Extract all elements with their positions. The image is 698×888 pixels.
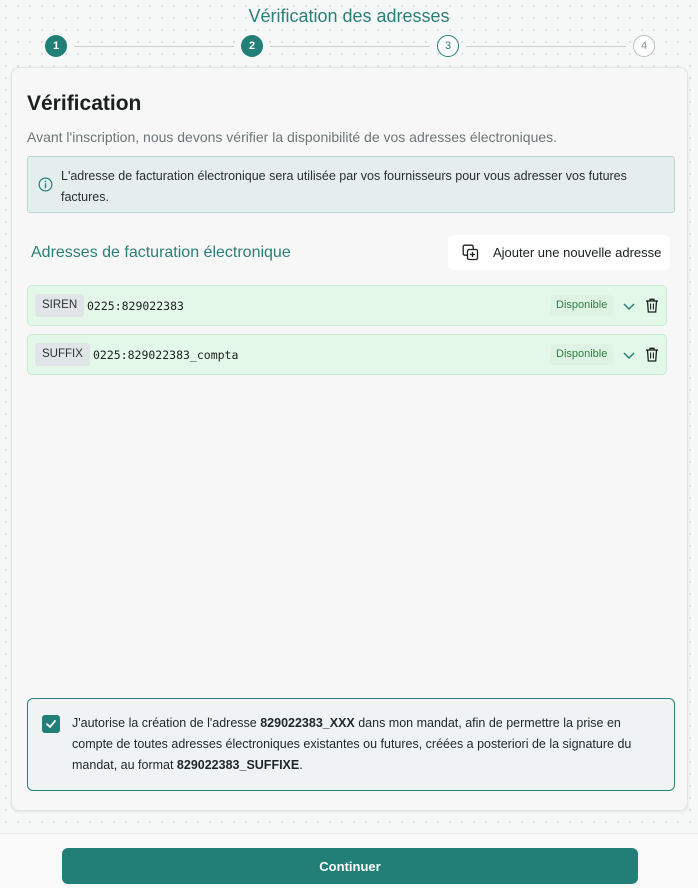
address-row[interactable] <box>27 334 667 375</box>
step-2[interactable]: 2 <box>241 35 263 57</box>
consent-format: 829022383_SUFFIXE <box>176 758 300 772</box>
status-badge: Disponible <box>550 295 613 316</box>
info-banner-text: L'adresse de facturation électronique sera utilisée par vos fournisseurs pour vous adresser vos futures factures. <box>61 169 627 204</box>
consent-checkbox[interactable] <box>42 715 60 733</box>
add-address-label: Ajouter une nouvelle adresse <box>493 245 662 260</box>
trash-icon[interactable] <box>645 298 659 313</box>
address-type-badge: SUFFIX <box>35 343 90 366</box>
page-title: Vérification <box>27 92 142 115</box>
step-connector <box>74 46 234 47</box>
stepper-title: Vérification des adresses <box>248 6 450 26</box>
consent-text-3: . <box>299 758 303 772</box>
consent-text-1: J'autorise la création de l'adresse <box>72 716 261 730</box>
add-address-button[interactable] <box>448 235 670 270</box>
chevron-down-icon[interactable] <box>622 299 636 313</box>
section-title: Adresses de facturation électronique <box>31 244 291 261</box>
trash-icon[interactable] <box>645 347 659 362</box>
consent-text-2: dans mon mandat, afin de permettre la prise en compte de toutes adresses électroniques existantes ou futures, créées a posteriori de la signature du mandat, au format <box>72 716 632 772</box>
continue-button[interactable]: Continuer <box>62 848 638 884</box>
info-banner <box>27 156 675 213</box>
step-connector <box>270 46 430 47</box>
address-row[interactable] <box>27 285 667 326</box>
footer <box>0 833 698 888</box>
address-value: 0225:829022383 <box>87 299 184 313</box>
add-copy-icon <box>462 244 479 261</box>
address-value: 0225:829022383_compta <box>93 348 239 362</box>
status-badge: Disponible <box>550 344 613 365</box>
stepper <box>45 35 655 57</box>
step-1[interactable]: 1 <box>45 35 67 57</box>
step-connector <box>466 46 626 47</box>
step-3[interactable]: 3 <box>437 35 459 57</box>
page-subtitle: Avant l'inscription, nous devons vérifier la disponibilité de vos adresses électroniques. <box>27 129 558 145</box>
info-icon <box>38 177 53 192</box>
step-4: 4 <box>633 35 655 57</box>
chevron-down-icon[interactable] <box>622 348 636 362</box>
consent-address-pattern: 829022383_XXX <box>260 716 355 730</box>
check-icon <box>45 718 57 730</box>
consent-box <box>27 698 675 791</box>
verification-card <box>11 67 688 811</box>
address-type-badge: SIREN <box>35 294 84 317</box>
